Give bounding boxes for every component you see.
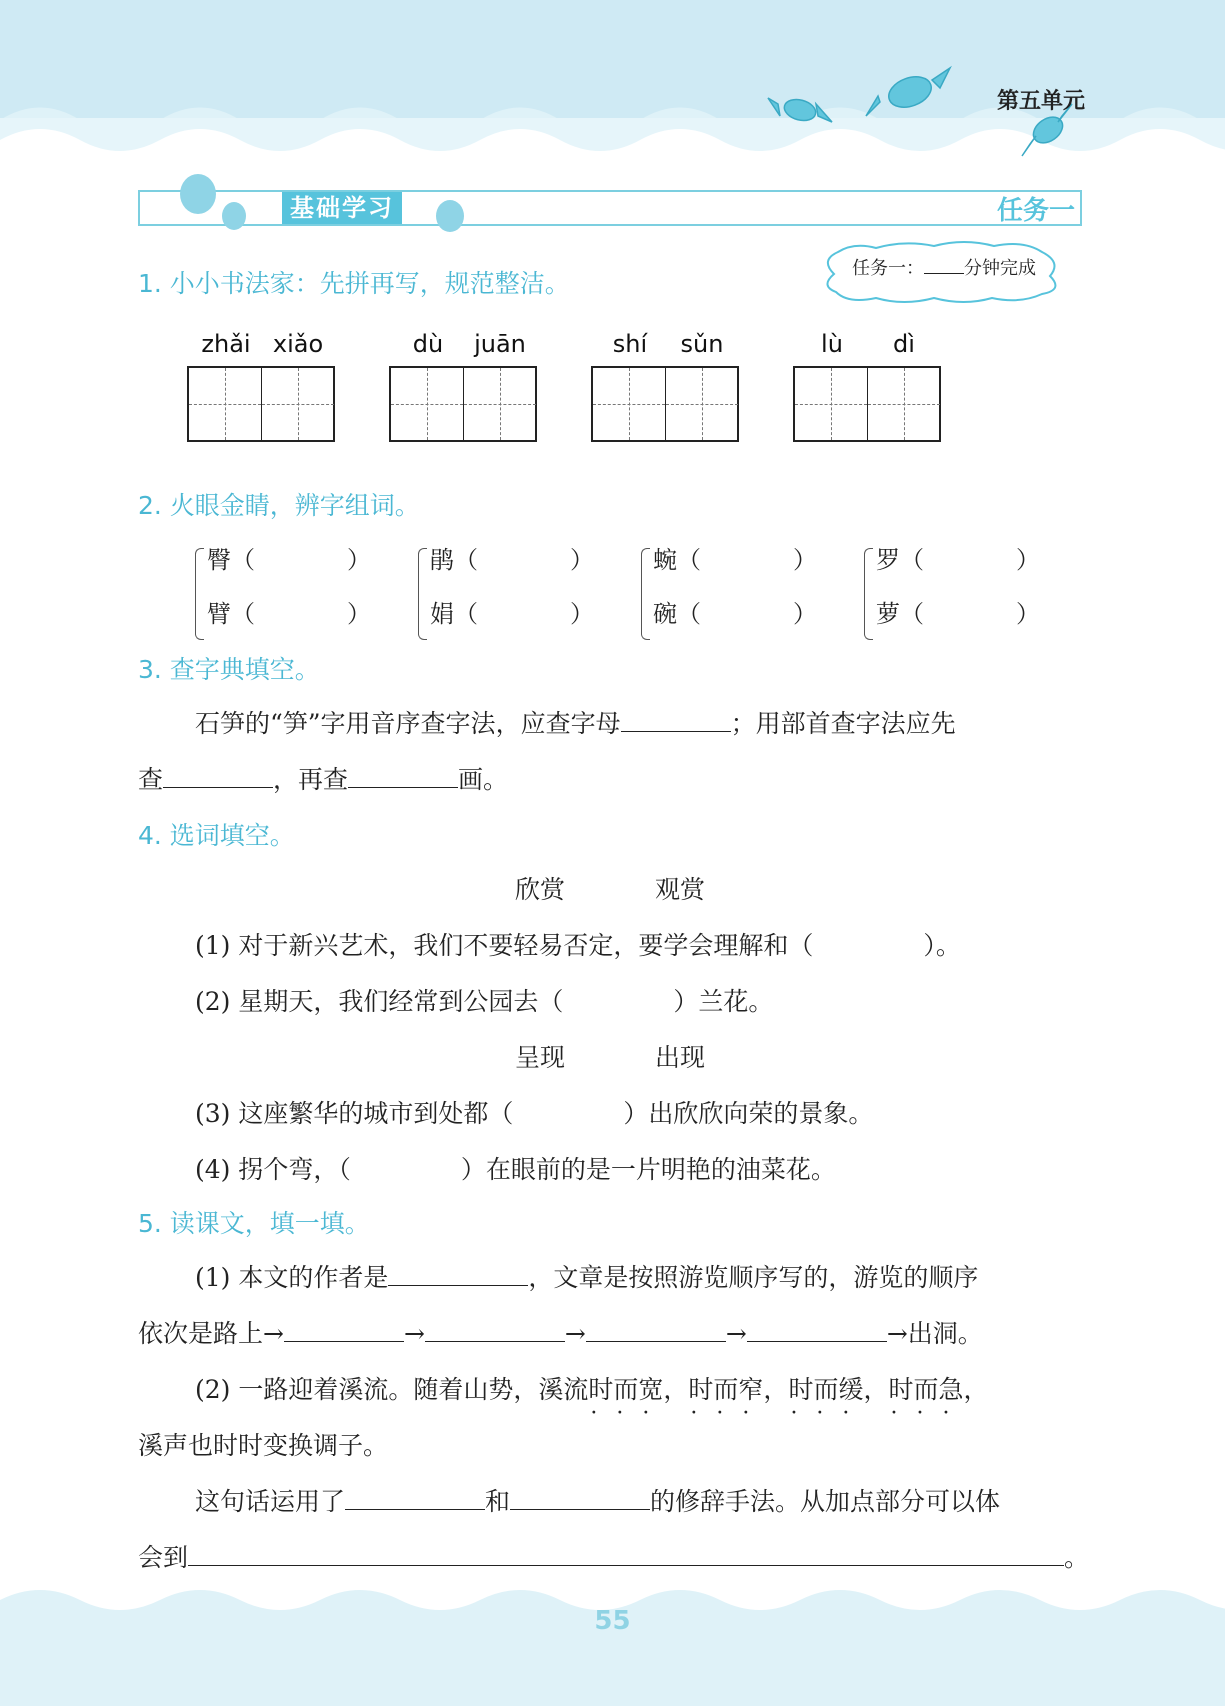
writing-grid-2[interactable] — [389, 366, 537, 442]
arrow: → — [725, 1319, 747, 1348]
answer-blank[interactable] — [747, 1315, 887, 1342]
text: ）。 — [923, 931, 961, 960]
writing-grid-4[interactable] — [793, 366, 941, 442]
text: (2) 星期天，我们经常到公园去（ — [195, 987, 564, 1016]
q3-line1 — [195, 704, 956, 740]
text: 会到 — [138, 1543, 189, 1572]
text: 查 — [138, 765, 164, 794]
text: (1) 本文的作者是 — [195, 1263, 389, 1292]
dotted-phrase: 时而急 · · · — [888, 1375, 963, 1404]
text: ；用部首查字法应先 — [730, 709, 956, 738]
footer-wave-band — [0, 1580, 1225, 1706]
pinyin: lù — [821, 330, 843, 358]
paren-close: ） — [1016, 600, 1040, 628]
char: 萝 — [876, 600, 900, 628]
paren-close: ） — [347, 600, 371, 628]
pinyin: zhǎi — [201, 330, 251, 358]
arrow: → — [564, 1319, 586, 1348]
paren-close: ） — [570, 546, 594, 574]
q5-item-2-line2: 溪声也时时变换调子。 — [138, 1431, 389, 1460]
char: 蜿 — [653, 546, 677, 574]
dotted-phrase: 时而宽 · · · — [588, 1375, 663, 1404]
char-pair-4 — [864, 540, 1084, 650]
q4-item-3 — [195, 1094, 873, 1130]
timer-suffix: 分钟完成 — [964, 258, 1036, 279]
paren-open: （ — [231, 546, 255, 574]
text: 石笋的“笋”字用音序查字法，应查字母 — [195, 709, 621, 738]
pinyin-group-4 — [793, 330, 943, 358]
answer-blank[interactable] — [510, 1483, 650, 1510]
text: (3) 这座繁华的城市到处都（ — [195, 1099, 514, 1128]
paren-open: （ — [231, 600, 255, 628]
text: (2) 一路迎着溪流。随着山势，溪流 — [195, 1375, 589, 1404]
answer-blank[interactable] — [586, 1315, 726, 1342]
q4-item-2 — [195, 982, 773, 1018]
pinyin: dù — [412, 330, 444, 358]
answer-blank[interactable] — [345, 1483, 485, 1510]
q5-question — [195, 1482, 1000, 1518]
pinyin: sǔn — [680, 330, 724, 358]
q4-item-1 — [195, 926, 961, 962]
answer-blank[interactable] — [425, 1315, 565, 1342]
char: 臂 — [207, 600, 231, 628]
pinyin-group-3 — [591, 330, 741, 358]
q5-item-2: (2) 一路迎着溪流。随着山势，溪流时而宽 · · · ，时而窄 · · · ，时而缓 · · · ，时而急 · · · ， — [195, 1370, 989, 1406]
answer-blank[interactable] — [388, 1259, 528, 1286]
dotted-phrase: 时而窄 · · · — [688, 1375, 763, 1404]
word-option: 观赏 — [655, 875, 706, 904]
char: 碗 — [653, 600, 677, 628]
task-label: 任务一 — [996, 196, 1075, 226]
char: 罗 — [876, 546, 900, 574]
unit-title: 第五单元 — [996, 89, 1085, 114]
pinyin-group-1 — [187, 330, 337, 358]
q5-item-1 — [195, 1258, 978, 1294]
word-option: 欣赏 — [515, 875, 566, 904]
word-option: 呈现 — [515, 1043, 566, 1072]
q4-item-4 — [195, 1150, 836, 1186]
paren-open: （ — [454, 600, 478, 628]
q3-heading: 3. 查字典填空。 — [138, 655, 320, 684]
text: ）在眼前的是一片明艳的油菜花。 — [460, 1155, 836, 1184]
paren-open: （ — [900, 546, 924, 574]
text: ，文章是按照游览顺序写的，游览的顺序 — [528, 1263, 979, 1292]
q1-heading: 1. 小小书法家：先拼再写，规范整洁。 — [138, 269, 570, 298]
text: 。 — [1064, 1543, 1090, 1572]
q5-route — [138, 1314, 983, 1350]
paren-close: ） — [793, 546, 817, 574]
writing-grid-3[interactable] — [591, 366, 739, 442]
q4-heading: 4. 选词填空。 — [138, 821, 295, 850]
q5-heading: 5. 读课文，填一填。 — [138, 1209, 370, 1238]
q5-question-line2 — [138, 1538, 1089, 1574]
paren-close: ） — [570, 600, 594, 628]
text: ）兰花。 — [673, 987, 774, 1016]
q2-heading: 2. 火眼金睛，辨字组词。 — [138, 491, 420, 520]
pinyin-group-2 — [389, 330, 539, 358]
paren-open: （ — [900, 600, 924, 628]
paren-close: ） — [1016, 546, 1040, 574]
char-pair-3 — [641, 540, 861, 650]
word-option: 出现 — [655, 1043, 706, 1072]
writing-grid-1[interactable] — [187, 366, 335, 442]
timer-blank[interactable] — [924, 255, 964, 274]
char-pair-2 — [418, 540, 638, 650]
pinyin: juān — [474, 330, 526, 358]
pinyin: xiǎo — [272, 330, 324, 358]
text: 画。 — [458, 765, 509, 794]
char: 娟 — [430, 600, 454, 628]
answer-blank[interactable] — [188, 1539, 1064, 1566]
answer-blank[interactable] — [621, 705, 731, 732]
text: 的修辞手法。从加点部分可以体 — [650, 1487, 1001, 1516]
text: (4) 拐个弯，（ — [195, 1155, 351, 1184]
paren-close: ） — [793, 600, 817, 628]
page-number: 55 — [594, 1606, 631, 1636]
text: (1) 对于新兴艺术，我们不要轻易否定，要学会理解和（ — [195, 931, 814, 960]
answer-blank[interactable] — [284, 1315, 404, 1342]
section-label: 基础学习 — [282, 192, 402, 224]
text: ）出欣欣向荣的景象。 — [623, 1099, 874, 1128]
paren-open: （ — [677, 546, 701, 574]
arrow: → — [403, 1319, 425, 1348]
text: 这句话运用了 — [195, 1487, 346, 1516]
text: →出洞。 — [886, 1319, 983, 1348]
paren-open: （ — [454, 546, 478, 574]
text: 依次是路上→ — [138, 1319, 284, 1348]
dotted-phrase: 时而缓 · · · — [788, 1375, 863, 1404]
timer-prefix: 任务一： — [852, 258, 924, 279]
paren-close: ） — [347, 546, 371, 574]
pinyin: shí — [612, 330, 648, 358]
text: ，再查 — [273, 765, 349, 794]
char: 鹃 — [430, 546, 454, 574]
paren-open: （ — [677, 600, 701, 628]
answer-blank[interactable] — [348, 761, 458, 788]
answer-blank[interactable] — [163, 761, 273, 788]
pinyin: dì — [893, 330, 915, 358]
char: 臀 — [207, 546, 231, 574]
char-pair-1 — [195, 540, 415, 650]
timer-text — [834, 254, 1054, 280]
q3-line2 — [138, 760, 508, 796]
text: 和 — [485, 1487, 511, 1516]
